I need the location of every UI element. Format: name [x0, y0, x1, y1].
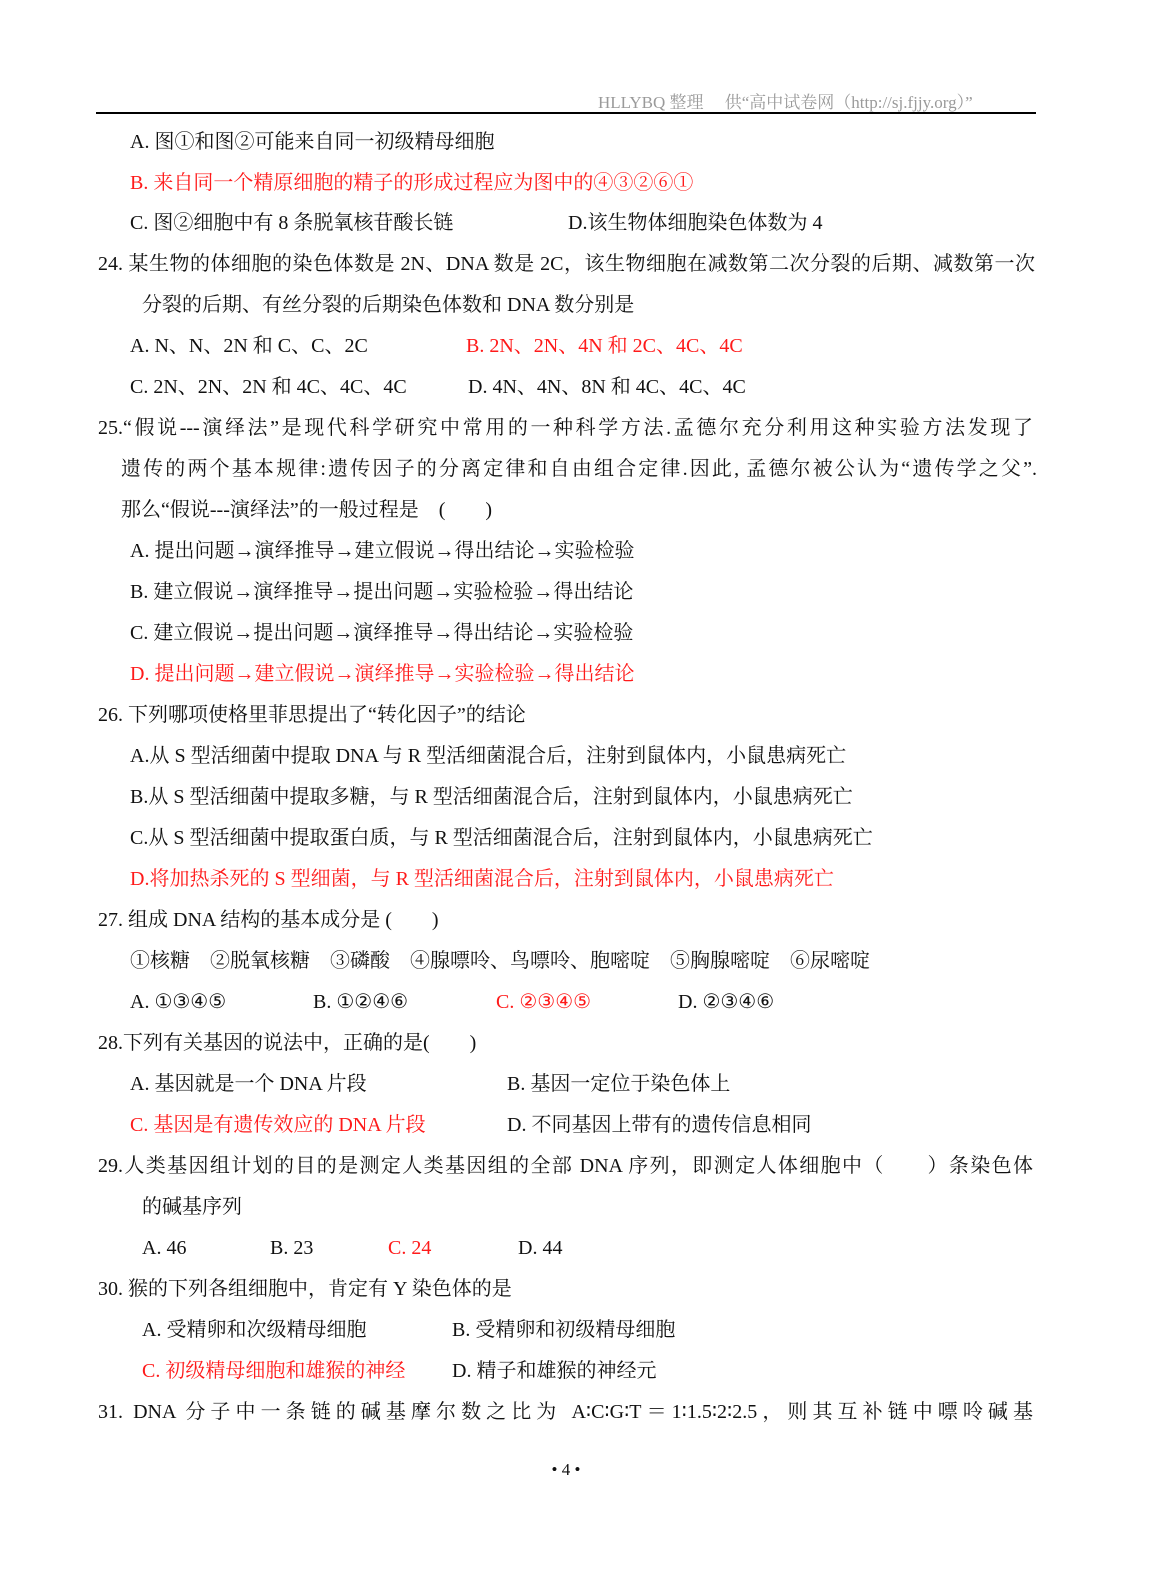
option-b: B. 受精卵和初级精母细胞 [452, 1319, 676, 1341]
option-a: A. 提出问题→演绎推导→建立假说→得出结论→实验检验 [130, 540, 635, 562]
question-25: 25.“假说---演绎法”是现代科学研究中常用的一种科学方法.孟德尔充分利用这种实验方法发现了 [98, 417, 1033, 439]
option-d: D. 4N、4N、8N 和 4C、4C、4C [468, 376, 746, 398]
option-d: D. ②③④⑥ [678, 991, 775, 1013]
option-d: D. 精子和雄猴的神经元 [452, 1360, 657, 1382]
option-b: B. 23 [270, 1237, 314, 1259]
question-25-cont: 遗传的两个基本规律:遗传因子的分离定律和自由组合定律.因此, 孟德尔被公认为“遗传学之父”. [121, 458, 1037, 480]
option-d-answer: D. 提出问题→建立假说→演绎推导→实验检验→得出结论 [130, 663, 635, 685]
option-c: C. 图②细胞中有 8 条脱氧核苷酸长链 [130, 212, 454, 234]
option-b: B. 建立假说→演绎推导→提出问题→实验检验→得出结论 [130, 581, 634, 603]
option-d-answer: D.将加热杀死的 S 型细菌，与 R 型活细菌混合后，注射到鼠体内，小鼠患病死亡 [130, 868, 834, 890]
question-27-items: ①核糖 ②脱氧核糖 ③磷酸 ④腺嘌呤、鸟嘌呤、胞嘧啶 ⑤胸腺嘧啶 ⑥尿嘧啶 [130, 950, 870, 972]
page-header: HLLYBQ 整理 供“高中试卷网（http://sj.fjjy.org）” [598, 93, 973, 112]
option-c: C. 2N、2N、2N 和 4C、4C、4C [130, 376, 407, 398]
option-d: D. 不同基因上带有的遗传信息相同 [507, 1114, 812, 1136]
header-rule [96, 112, 1036, 114]
question-30: 30. 猴的下列各组细胞中，肯定有 Y 染色体的是 [98, 1278, 512, 1300]
option-a: A.从 S 型活细菌中提取 DNA 与 R 型活细菌混合后，注射到鼠体内，小鼠患病死亡 [130, 745, 847, 767]
option-a: A. 图①和图②可能来自同一初级精母细胞 [130, 131, 495, 153]
question-26: 26. 下列哪项使格里菲思提出了“转化因子”的结论 [98, 704, 526, 726]
option-b-answer: B. 来自同一个精原细胞的精子的形成过程应为图中的④③②⑥① [130, 172, 694, 194]
option-c-answer: C. ②③④⑤ [496, 991, 592, 1013]
question-29: 29.人类基因组计划的目的是测定人类基因组的全部 DNA 序列，即测定人体细胞中（ ）条染色体 [98, 1155, 1033, 1177]
option-b: B. 基因一定位于染色体上 [507, 1073, 731, 1095]
option-a: A. ①③④⑤ [130, 991, 227, 1013]
question-24-cont: 分裂的后期、有丝分裂的后期染色体数和 DNA 数分别是 [142, 294, 635, 316]
option-c-answer: C. 初级精母细胞和雄猴的神经 [142, 1360, 406, 1382]
option-b: B.从 S 型活细菌中提取多糖，与 R 型活细菌混合后，注射到鼠体内，小鼠患病死亡 [130, 786, 853, 808]
option-d: D. 44 [518, 1237, 563, 1259]
page-number: • 4 • [551, 1460, 581, 1479]
option-c: C.从 S 型活细菌中提取蛋白质，与 R 型活细菌混合后，注射到鼠体内，小鼠患病死亡 [130, 827, 873, 849]
question-29-cont: 的碱基序列 [142, 1196, 242, 1218]
option-c-answer: C. 基因是有遗传效应的 DNA 片段 [130, 1114, 426, 1136]
option-a: A. 基因就是一个 DNA 片段 [130, 1073, 367, 1095]
option-a: A. N、N、2N 和 C、C、2C [130, 335, 368, 357]
option-a: A. 46 [142, 1237, 187, 1259]
option-b: B. ①②④⑥ [313, 991, 409, 1013]
option-a: A. 受精卵和次级精母细胞 [142, 1319, 367, 1341]
option-b-answer: B. 2N、2N、4N 和 2C、4C、4C [466, 335, 743, 357]
question-31: 31. DNA 分子中一条链的碱基摩尔数之比为 A∶C∶G∶T＝1∶1.5∶2∶2.5，则其互补链中嘌呤碱基 [98, 1401, 1033, 1423]
question-24: 24. 某生物的体细胞的染色体数是 2N、DNA 数是 2C，该生物细胞在减数第二次分裂的后期、减数第一次 [98, 253, 1035, 275]
option-c-answer: C. 24 [388, 1237, 432, 1259]
question-25-cont: 那么“假说---演绎法”的一般过程是 ( ) [121, 499, 493, 521]
question-27: 27. 组成 DNA 结构的基本成分是 ( ) [98, 909, 439, 931]
option-c: C. 建立假说→提出问题→演绎推导→得出结论→实验检验 [130, 622, 634, 644]
question-28: 28.下列有关基因的说法中，正确的是( ) [98, 1032, 477, 1054]
option-d: D.该生物体细胞染色体数为 4 [568, 212, 823, 234]
